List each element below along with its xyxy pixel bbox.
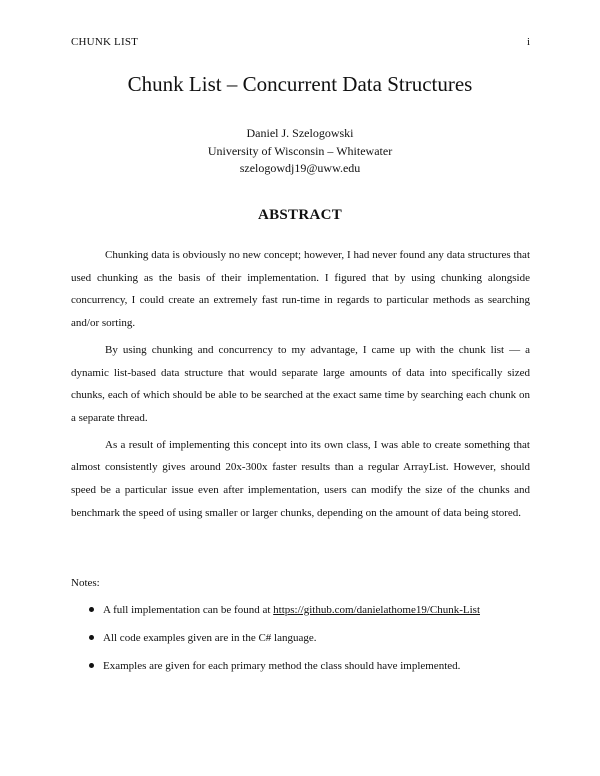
abstract-paragraph: As a result of implementing this concept into its own class, I was able to create something that almost consistently gives around 20x-300x faster results than a regular ArrayList. However, should speed be a particular issue even after implementation, users can modify the size of the chunks and benchmark the speed of using smaller or larger chunks, depending on the amount of data being stored. (71, 438, 530, 519)
note-text: Examples are given for each primary method the class should have implemented. (103, 660, 461, 672)
note-text: All code examples given are in the C# language. (103, 632, 317, 644)
author-affiliation: University of Wisconsin – Whitewater (207, 143, 393, 158)
notes-label: Notes: (71, 577, 100, 589)
github-link[interactable]: https://github.com/danielathome19/Chunk-List (273, 604, 480, 616)
list-item (71, 602, 541, 630)
bullet-icon (89, 635, 94, 640)
page-number: i (526, 36, 530, 48)
abstract-heading: ABSTRACT (257, 207, 343, 223)
list-item (71, 658, 541, 686)
author-email: szelogowdj19@uww.edu (239, 161, 361, 175)
note-text: A full implementation can be found at (103, 604, 274, 616)
author-block (0, 125, 600, 178)
paper-title: Chunk List – Concurrent Data Structures (127, 72, 473, 96)
author-name: Daniel J. Szelogowski (246, 126, 354, 140)
bullet-icon (89, 663, 94, 668)
list-item (71, 630, 541, 658)
abstract-body (71, 244, 530, 528)
bullet-icon (89, 607, 94, 612)
abstract-paragraph: By using chunking and concurrency to my advantage, I came up with the chunk list — a dynamic list-based data structure that would separate large amounts of data into specifically sized chunks, each of which should be able to be searched at the exact same time by searching each chunk on a separate thread. (71, 343, 530, 424)
running-head: CHUNK LIST (71, 36, 139, 48)
abstract-paragraph: Chunking data is obviously no new concept; however, I had never found any data structures that used chunking as the basis of their implementation. I figured that by using chunking alongside concurrency, I could create an extremely fast run-time in regards to particular methods as searching and/or sorting. (71, 249, 530, 330)
notes-list (71, 602, 541, 686)
